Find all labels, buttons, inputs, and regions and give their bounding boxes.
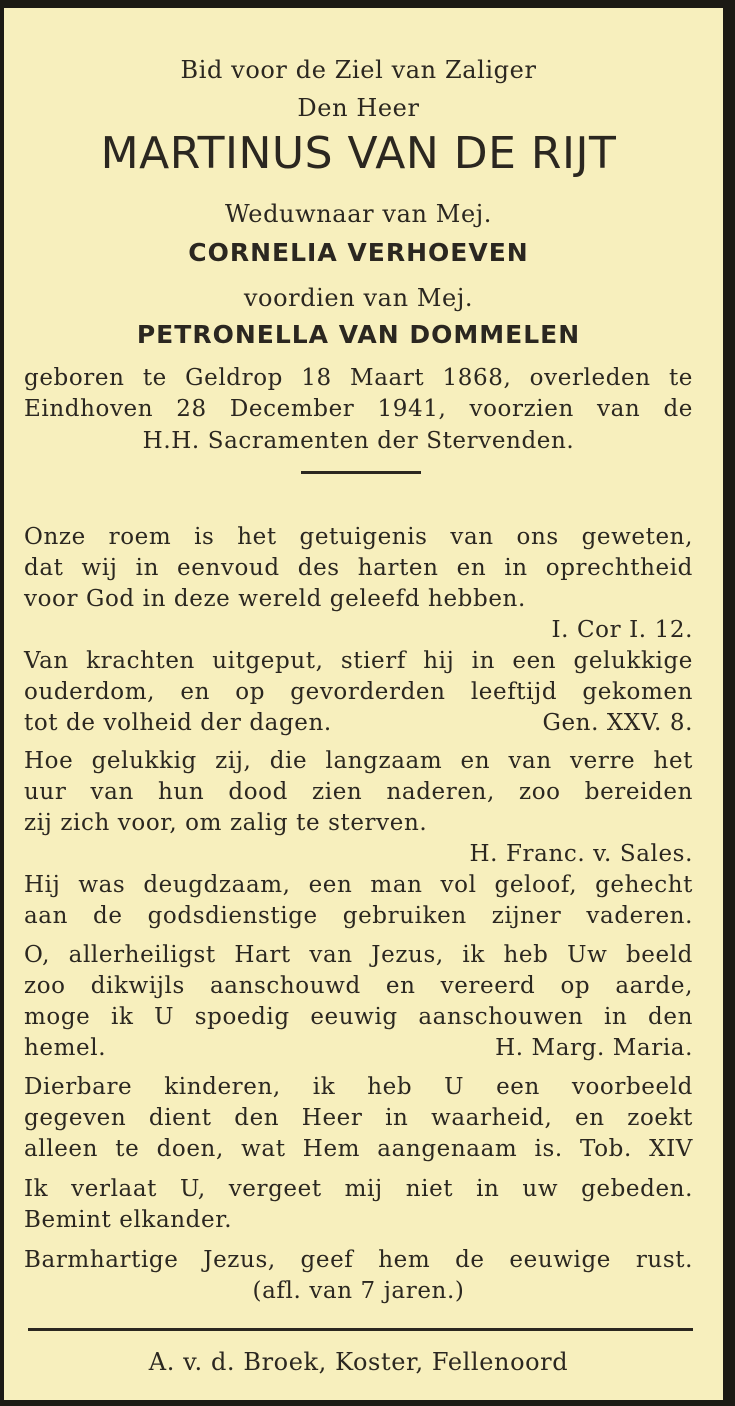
- verse-line: hemel.: [24, 1035, 107, 1061]
- verse-line: Onze roem is het getuigenis van ons geweten,: [24, 524, 693, 550]
- verse-line: alleen te doen, wat Hem aangenaam is. Tob. XIV: [24, 1136, 693, 1162]
- verse-line: tot de volheid der dagen.: [24, 710, 332, 736]
- verse-line: gegeven dient den Heer in waarheid, en zoekt: [24, 1105, 693, 1131]
- verse-reference: H. Franc. v. Sales.: [469, 841, 693, 867]
- honorific: Den Heer: [297, 94, 420, 122]
- memorial-card: [4, 8, 723, 1400]
- separator-long: [28, 1328, 693, 1331]
- bio-line: Eindhoven 28 December 1941, voorzien van de: [24, 396, 693, 422]
- verse-line: Dierbare kinderen, ik heb U een voorbeeld: [24, 1074, 693, 1100]
- bio-line: geboren te Geldrop 18 Maart 1868, overleden te: [24, 365, 693, 391]
- prayer-intro: Bid voor de Ziel van Zaliger: [180, 56, 537, 84]
- widower-of: Weduwnaar van Mej.: [224, 200, 493, 228]
- indulgence-note: (afl. van 7 jaren.): [252, 1278, 465, 1304]
- verse-reference: Gen. XXV. 8.: [542, 710, 693, 736]
- verse-reference: I. Cor I. 12.: [551, 617, 693, 643]
- verse-line: ouderdom, en op gevorderden leeftijd gekomen: [24, 679, 693, 705]
- verse-line: voor God in deze wereld geleefd hebben.: [24, 586, 526, 612]
- verse-line: Hij was deugdzaam, een man vol geloof, gehecht: [24, 872, 693, 898]
- verse-line: Van krachten uitgeput, stierf hij in een gelukkige: [24, 648, 693, 674]
- deceased-name: MARTINUS VAN DE RIJT: [100, 128, 617, 179]
- verse-row: [24, 1035, 693, 1061]
- printer-credit: A. v. d. Broek, Koster, Fellenoord: [148, 1348, 569, 1376]
- verse-line: zij zich voor, om zalig te sterven.: [24, 810, 428, 836]
- verse-line: moge ik U spoedig eeuwig aanschouwen in den: [24, 1004, 693, 1030]
- verse-row: [24, 710, 693, 736]
- verse-line: Ik verlaat U, vergeet mij niet in uw gebeden.: [24, 1176, 693, 1202]
- verse-line: uur van hun dood zien naderen, zoo bereiden: [24, 779, 693, 805]
- spouse-2: PETRONELLA VAN DOMMELEN: [136, 320, 581, 349]
- previously: voordien van Mej.: [243, 284, 474, 312]
- bio-line: H.H. Sacramenten der Stervenden.: [142, 428, 575, 454]
- verse-line: Hoe gelukkig zij, die langzaam en van verre het: [24, 748, 693, 774]
- verse-line: zoo dikwijls aanschouwd en vereerd op aarde,: [24, 973, 693, 999]
- spouse-1: CORNELIA VERHOEVEN: [188, 238, 529, 267]
- verse-reference: H. Marg. Maria.: [495, 1035, 693, 1061]
- verse-line: dat wij in eenvoud des harten en in oprechtheid: [24, 555, 693, 581]
- verse-line: aan de godsdienstige gebruiken zijner vaderen.: [24, 903, 693, 929]
- separator-short: [301, 471, 421, 474]
- verse-line: O, allerheiligst Hart van Jezus, ik heb Uw beeld: [24, 942, 693, 968]
- prayer-line: Barmhartige Jezus, geef hem de eeuwige rust.: [24, 1247, 693, 1273]
- verse-line: Bemint elkander.: [24, 1207, 233, 1233]
